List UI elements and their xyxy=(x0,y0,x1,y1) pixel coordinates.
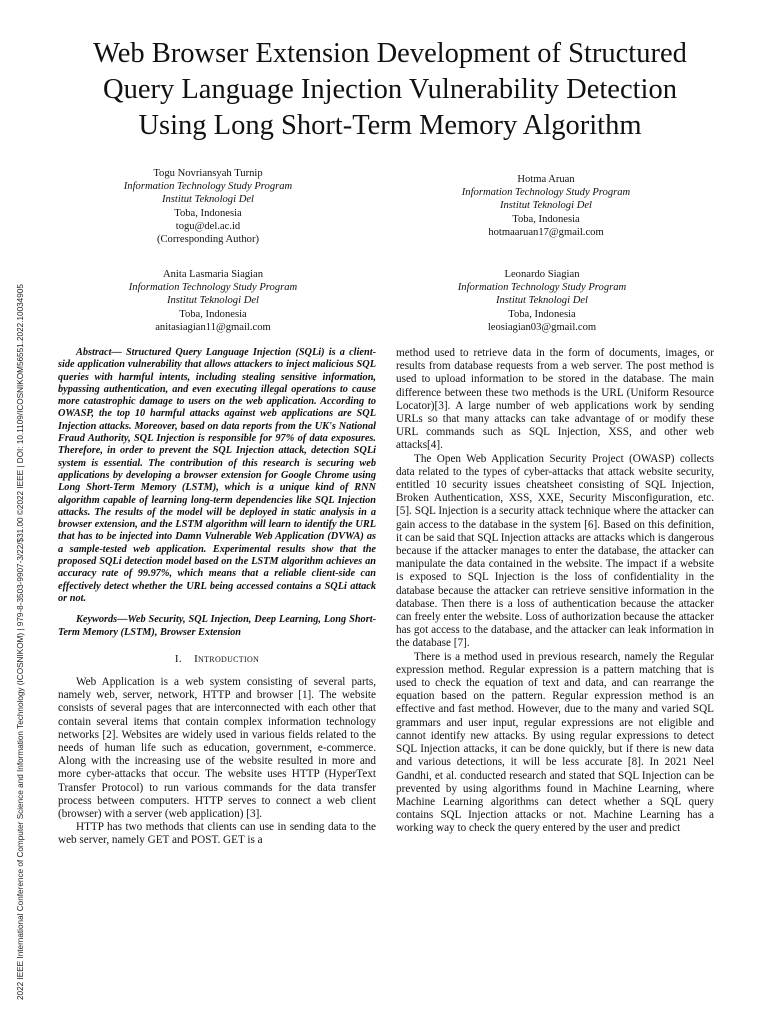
author-city: Toba, Indonesia xyxy=(508,308,576,320)
author-dept: Information Technology Study Program xyxy=(461,187,631,199)
author-block-2 xyxy=(416,173,676,239)
section-number: I. xyxy=(174,652,182,665)
author-email: anitasiagian11@gmail.com xyxy=(155,321,271,333)
title-line: Query Language Injection Vulnerability Detection xyxy=(103,74,677,105)
author-email: hotmaaruan17@gmail.com xyxy=(488,226,604,238)
author-name: Hotma Aruan xyxy=(517,174,575,185)
author-dept: Information Technology Study Program xyxy=(123,181,293,193)
author-dept: Information Technology Study Program xyxy=(128,282,298,294)
author-name: Togu Novriansyah Turnip xyxy=(153,168,263,179)
author-block-1 xyxy=(78,167,338,246)
section-title: Introduction xyxy=(194,652,260,665)
author-note: (Corresponding Author) xyxy=(156,234,260,246)
author-city: Toba, Indonesia xyxy=(512,213,580,225)
author-institution: Institut Teknologi Del xyxy=(499,200,592,212)
author-city: Toba, Indonesia xyxy=(179,308,247,320)
author-block-3 xyxy=(83,268,343,334)
author-email: togu@del.ac.id xyxy=(175,220,241,232)
author-name: Leonardo Siagian xyxy=(504,269,580,280)
keywords: Keywords—Web Security, SQL Injection, Deep Learning, Long Short-Term Memory (LSTM), Browser Extension xyxy=(58,614,376,638)
body-paragraph: The Open Web Application Security Project (OWASP) collects data related to the types of cyber-attacks that attack website security, entitled 10 security issues cheatsheet consisting of SQL Injection, Broken Authentication, XSS, XXE, Security Misconfiguration, etc. [5]. SQL Injection is a security attack technique where the attacker can gain access to the database in the system [6]. Based on this definition, it can be said that SQL Injection attacks are attacks which is dangerous because if the attacker manages to enter the database, the attacker can manipulate the data contained in the website. The impact if a website is exposed to SQL Injection is the loss of confidentiality in the database because the attacker can retrieve sensitive information in the database. Then there is a loss of authentication because the attacker can freely enter the website. Loss of authorization because the attacker has got access to the database, and the attacker can leak information in the database [7]. xyxy=(396,452,714,650)
author-email: leosiagian03@gmail.com xyxy=(487,321,597,333)
author-institution: Institut Teknologi Del xyxy=(161,194,254,206)
body-paragraph: HTTP has two methods that clients can use in sending data to the web server, namely GET and POST. GET is a xyxy=(58,821,376,847)
doi-sidebar xyxy=(7,0,25,1024)
author-block-4 xyxy=(412,268,672,334)
abstract: Abstract— Structured Query Language Injection (SQLi) is a client-side application vulnerability that allows attackers to inject malicious SQL queries with harmful intents, including stealing sensitive information, bypassing authentication, and even executing illegal operations to cause more catastrophic damage to users on the web application. According to OWASP, the top 10 harmful attacks against web applications are SQL Injection attacks. Moreover, based on data reports from the UK's National Fraud Authority, SQL Injection is responsible for 97% of data exposures. Therefore, in order to prevent the SQL Injection attack, detection SQLi system is essential. The contribution of this research is securing web applications by developing a browser extension for Google Chrome using Long Short-Term Memory (LSTM), which is a unique kind of RNN algorithm capable of learning long-term dependencies like SQL Injection attacks. The results of the model will be deployed in static analysis in a browser extension, and the LSTM algorithm will learn to identify the URL that has to be injected into Damn Vulnerable Web Application (DVWA) as a sample-tested web application. Experimental results show that the proposed SQLi detection model based on the LSTM algorithm achieves an accuracy rate of 99.97%, which means that a reliable client-side can effectively detect whether the URL being accessed contains a SQLi attack or not. xyxy=(58,347,376,604)
section-heading xyxy=(58,653,376,666)
title-line: Web Browser Extension Development of Structured xyxy=(93,38,687,69)
author-dept: Information Technology Study Program xyxy=(457,282,627,294)
right-column xyxy=(396,347,714,836)
body-paragraph: method used to retrieve data in the form of documents, images, or results from database requests from a web server. The post method is used to upload information to be stored in the database. The main difference between these two methods is the URL (Uniform Resource Locator)[3]. A large number of web applications work by sending URLs so that many attacks can take advantage of or modify these URL commands such as SQL Injection, XSS, and other web attacks[4]. xyxy=(396,347,714,452)
body-paragraph: There is a method used in previous research, namely the Regular expression method. Regular expression is a pattern matching that is used to check the equation of text and data, and can rearrange the equation based on the pattern. Regular expression method is an effective and fast method. However, due to the many and varied SQL grammars and user input, regular expressions are not eligible and cannot identify new attacks. By using regular expressions to detect SQL Injection attacks, it can be done quickly, but if there is new data and various detections, it will be less accurate [8]. In 2021 Neel Gandhi, et al. conducted research and stated that SQL Injection can be prevented by using algorithms found in Machine Learning, where Machine Learning algorithms can detect whether a SQL query contains SQL Injection attacks or not. Machine Learning has a working way to check the query entered by the user and predict xyxy=(396,650,714,835)
author-city: Toba, Indonesia xyxy=(174,207,242,219)
body-paragraph: Web Application is a web system consisting of several parts, namely web, server, network, HTTP and browser [1]. The website consists of several pages that are interconnected with each other that contain several items that contain complex information technology networks [2]. Websites are widely used in various fields related to the needs of human life such as education, government, e-commerce. Along with the increasing use of the website resulted in more and more cyber-attacks that occur. The website uses HTTP (HyperText Transfer Protocol) to run various commands for the data transfer process between computers. HTTP serves to connect a web client (browser) with a server (web application) [3]. xyxy=(58,676,376,821)
title-line: Using Long Short-Term Memory Algorithm xyxy=(138,110,642,141)
author-institution: Institut Teknologi Del xyxy=(166,295,259,307)
paper-title xyxy=(40,36,740,144)
left-column xyxy=(58,347,376,848)
author-name: Anita Lasmaria Siagian xyxy=(162,269,264,280)
doi-sidebar-text: 2022 IEEE International Conference of Computer Science and Information Technology (ICOSNIKOM) | 979-8-3503-9907-3/22/$31.00 ©2022 IEEE | DOI: 10.1109/ICOSNIKOM56551.2022.10034905 xyxy=(16,284,25,1000)
author-institution: Institut Teknologi Del xyxy=(495,295,588,307)
